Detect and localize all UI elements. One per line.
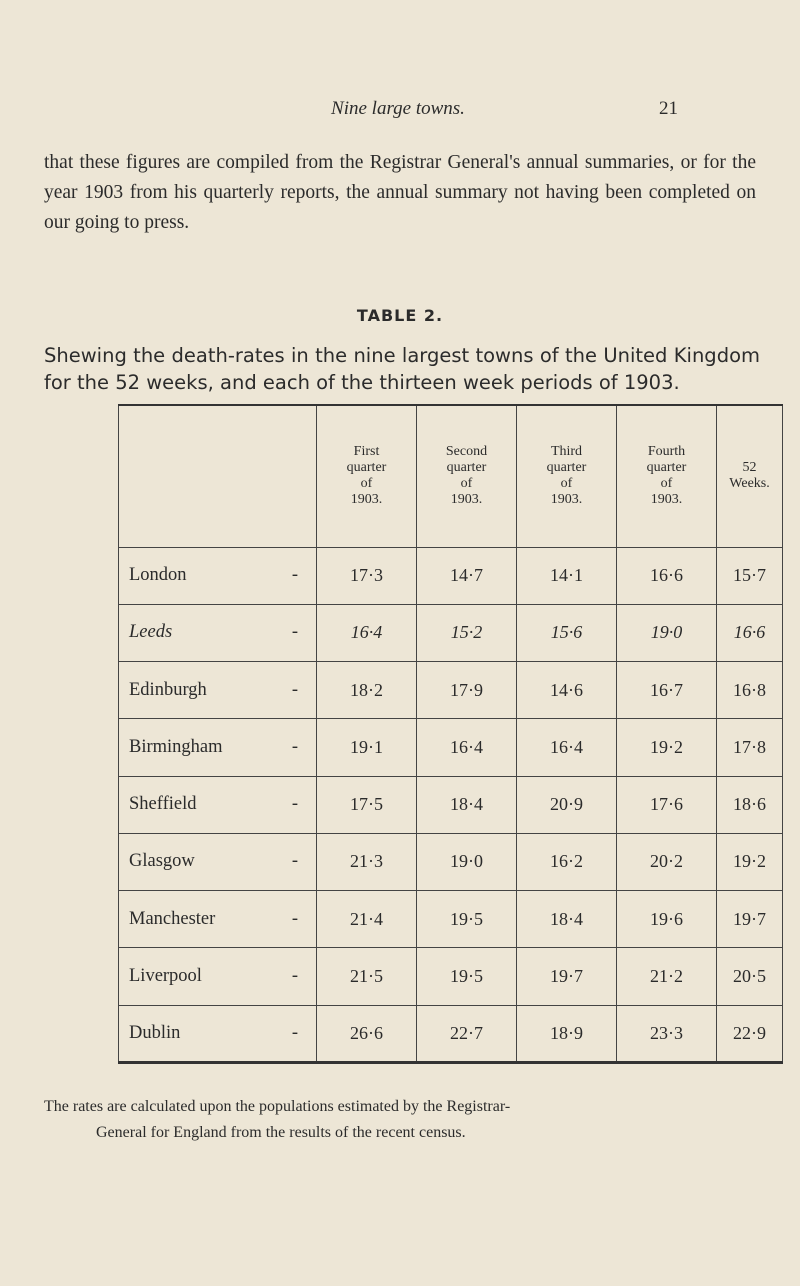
rate-cell: 19·1 bbox=[317, 719, 417, 776]
rate-cell: 22·7 bbox=[417, 1005, 517, 1062]
rate-cell: 26·6 bbox=[317, 1005, 417, 1062]
table-row bbox=[119, 604, 783, 661]
rate-cell: 15·2 bbox=[417, 604, 517, 661]
running-header bbox=[118, 98, 678, 128]
rate-cell: 19·2 bbox=[617, 719, 717, 776]
rate-cell: 23·3 bbox=[617, 1005, 717, 1062]
footnote-line-1: The rates are calculated upon the populations estimated by the Registrar- bbox=[44, 1098, 511, 1115]
rate-cell: 21·5 bbox=[317, 948, 417, 1005]
leader-dash: - bbox=[291, 736, 298, 757]
town-name: London bbox=[129, 565, 187, 586]
table-row bbox=[119, 833, 783, 890]
rate-cell: 19·5 bbox=[417, 948, 517, 1005]
rate-cell: 16·8 bbox=[717, 662, 783, 719]
leader-dash: - bbox=[291, 565, 298, 586]
rate-cell: 16·4 bbox=[417, 719, 517, 776]
column-header bbox=[717, 405, 783, 547]
table-header-row bbox=[119, 405, 783, 547]
town-name: Leeds bbox=[129, 622, 173, 643]
column-header-line: of bbox=[560, 476, 573, 492]
rate-cell: 17·6 bbox=[617, 776, 717, 833]
column-header-line: of bbox=[660, 476, 673, 492]
column-header-line: of bbox=[360, 476, 373, 492]
column-header-line: quarter bbox=[646, 460, 687, 476]
town-name: Liverpool bbox=[129, 965, 202, 986]
rate-cell: 16·2 bbox=[517, 833, 617, 890]
column-header-line: Second bbox=[445, 444, 488, 460]
column-header-line: 1903. bbox=[450, 492, 483, 508]
page-number: 21 bbox=[659, 98, 678, 119]
death-rate-table bbox=[118, 404, 783, 1064]
town-cell bbox=[119, 662, 317, 719]
rate-cell: 14·7 bbox=[417, 547, 517, 604]
town-cell bbox=[119, 948, 317, 1005]
rate-cell: 19·6 bbox=[617, 891, 717, 948]
rate-cell: 19·5 bbox=[417, 891, 517, 948]
column-header-line: Fourth bbox=[647, 444, 686, 460]
rate-cell: 16·7 bbox=[617, 662, 717, 719]
town-name: Dublin bbox=[129, 1022, 181, 1043]
column-header-line: 1903. bbox=[350, 492, 383, 508]
rate-cell: 15·6 bbox=[517, 604, 617, 661]
column-header-line: 1903. bbox=[650, 492, 683, 508]
leader-dash: - bbox=[291, 965, 298, 986]
rate-cell: 22·9 bbox=[717, 1005, 783, 1062]
table-row bbox=[119, 719, 783, 776]
table-title: TABLE 2. bbox=[356, 306, 444, 325]
table-row bbox=[119, 891, 783, 948]
column-header-line: quarter bbox=[346, 460, 387, 476]
rate-cell: 16·4 bbox=[517, 719, 617, 776]
rate-cell: 19·7 bbox=[517, 948, 617, 1005]
table-row bbox=[119, 948, 783, 1005]
footnote-line-2: General for England from the results of the recent census. bbox=[96, 1124, 466, 1141]
table-row bbox=[119, 776, 783, 833]
column-header bbox=[417, 405, 517, 547]
table-footnote bbox=[44, 1094, 760, 1146]
header-blank-cell bbox=[119, 405, 317, 547]
running-title: Nine large towns. bbox=[331, 98, 465, 119]
column-header bbox=[617, 405, 717, 547]
leader-dash: - bbox=[291, 851, 298, 872]
rate-cell: 20·2 bbox=[617, 833, 717, 890]
column-header-line: 1903. bbox=[550, 492, 583, 508]
rate-cell: 18·9 bbox=[517, 1005, 617, 1062]
town-cell bbox=[119, 833, 317, 890]
rate-cell: 21·4 bbox=[317, 891, 417, 948]
town-name: Birmingham bbox=[129, 736, 223, 757]
leader-dash: - bbox=[291, 794, 298, 815]
rate-cell: 16·6 bbox=[717, 604, 783, 661]
rate-cell: 19·0 bbox=[617, 604, 717, 661]
leader-dash: - bbox=[291, 622, 298, 643]
rate-cell: 18·4 bbox=[417, 776, 517, 833]
table-row bbox=[119, 547, 783, 604]
rate-cell: 14·1 bbox=[517, 547, 617, 604]
leader-dash: - bbox=[291, 1022, 298, 1043]
rate-cell: 14·6 bbox=[517, 662, 617, 719]
town-name: Manchester bbox=[129, 908, 216, 929]
column-header-line: quarter bbox=[546, 460, 587, 476]
intro-paragraph: that these figures are compiled from the Registrar General's annual summaries, or for the year 1903 from his quarterly reports, the annual summary not having been completed on our going to press. bbox=[44, 152, 756, 233]
town-name: Edinburgh bbox=[129, 679, 207, 700]
town-cell bbox=[119, 891, 317, 948]
rate-cell: 17·5 bbox=[317, 776, 417, 833]
column-header-line: First bbox=[353, 444, 380, 460]
rate-cell: 18·6 bbox=[717, 776, 783, 833]
leader-dash: - bbox=[291, 908, 298, 929]
death-rate-table-wrapper bbox=[118, 404, 770, 1064]
rate-cell: 18·2 bbox=[317, 662, 417, 719]
rate-cell: 18·4 bbox=[517, 891, 617, 948]
rate-cell: 19·7 bbox=[717, 891, 783, 948]
town-name: Sheffield bbox=[129, 794, 197, 815]
rate-cell: 17·9 bbox=[417, 662, 517, 719]
rate-cell: 17·8 bbox=[717, 719, 783, 776]
table-row bbox=[119, 1005, 783, 1062]
town-cell bbox=[119, 776, 317, 833]
table-subtitle: Shewing the death-rates in the nine largest towns of the United Kingdom for the 52 weeks, and each of the thirteen week periods of 1903. bbox=[44, 344, 760, 394]
column-header-line: Weeks. bbox=[729, 476, 770, 492]
town-name: Glasgow bbox=[129, 851, 195, 872]
column-header-line: quarter bbox=[446, 460, 487, 476]
table-row bbox=[119, 662, 783, 719]
town-cell bbox=[119, 547, 317, 604]
rate-cell: 21·3 bbox=[317, 833, 417, 890]
column-header-line: of bbox=[460, 476, 473, 492]
rate-cell: 15·7 bbox=[717, 547, 783, 604]
town-cell bbox=[119, 1005, 317, 1062]
rate-cell: 20·9 bbox=[517, 776, 617, 833]
rate-cell: 19·0 bbox=[417, 833, 517, 890]
column-header bbox=[517, 405, 617, 547]
leader-dash: - bbox=[291, 679, 298, 700]
column-header bbox=[317, 405, 417, 547]
town-cell bbox=[119, 719, 317, 776]
town-cell bbox=[119, 604, 317, 661]
column-header-line: Third bbox=[550, 444, 583, 460]
column-header-line: 52 bbox=[742, 460, 757, 476]
rate-cell: 17·3 bbox=[317, 547, 417, 604]
rate-cell: 19·2 bbox=[717, 833, 783, 890]
rate-cell: 16·6 bbox=[617, 547, 717, 604]
rate-cell: 21·2 bbox=[617, 948, 717, 1005]
rate-cell: 16·4 bbox=[317, 604, 417, 661]
rate-cell: 20·5 bbox=[717, 948, 783, 1005]
